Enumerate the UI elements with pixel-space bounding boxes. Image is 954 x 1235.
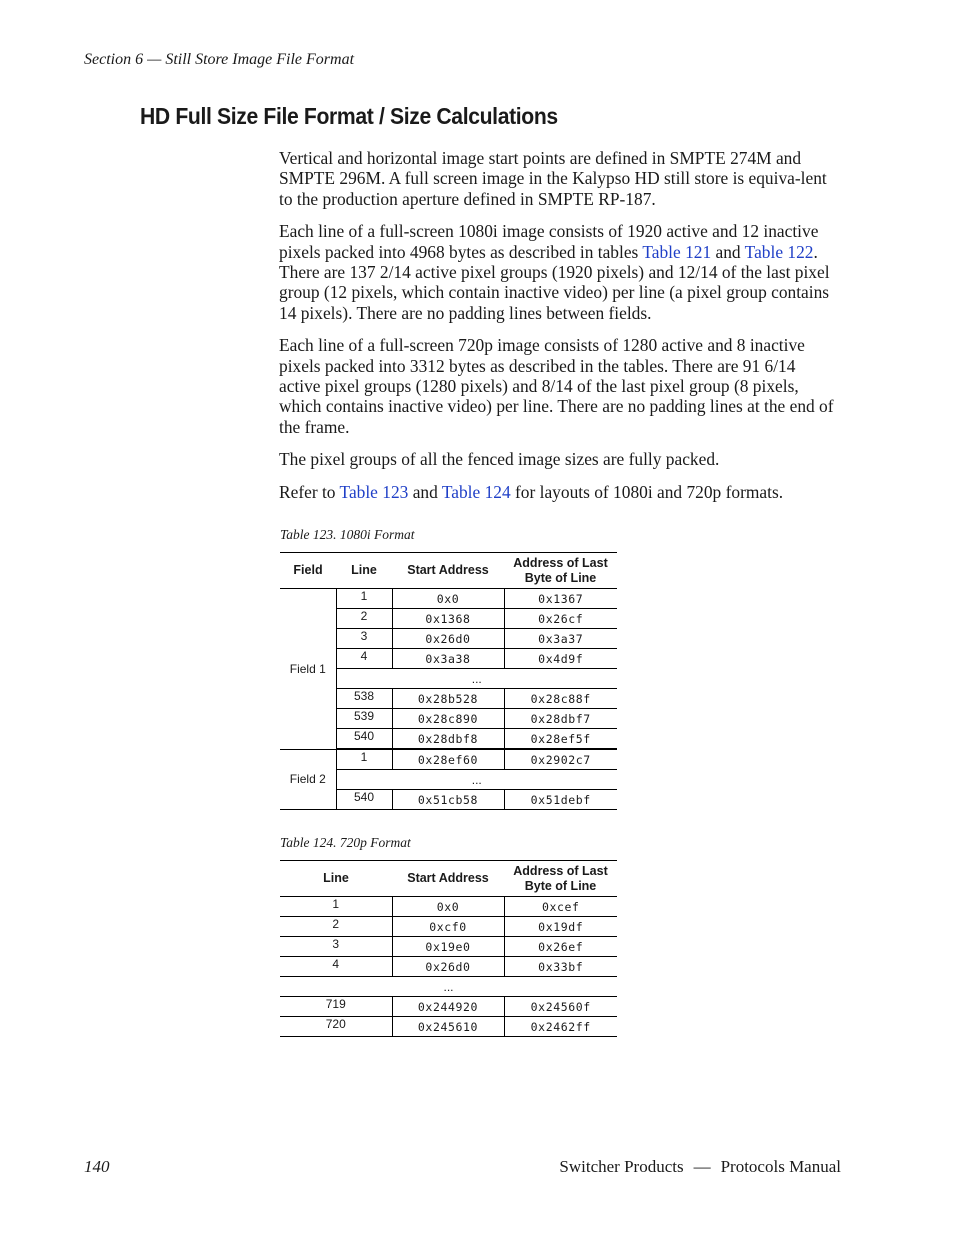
start-address: 0xcf0 xyxy=(392,917,504,937)
footer-product: Switcher Products xyxy=(559,1157,684,1176)
start-address: 0x28ef60 xyxy=(392,749,504,770)
column-header-field: Field xyxy=(280,553,336,589)
table-row xyxy=(280,917,617,937)
start-address: 0x19e0 xyxy=(392,937,504,957)
table-1080i-format xyxy=(280,552,617,810)
start-address: 0x26d0 xyxy=(392,957,504,977)
column-header-last-byte: Address of Last Byte of Line xyxy=(504,861,617,897)
field-1-label: Field 1 xyxy=(280,589,336,750)
last-byte-address: 0x51debf xyxy=(504,790,617,810)
table-row xyxy=(280,897,617,917)
table-row xyxy=(280,1017,617,1037)
table-row-ellipsis xyxy=(280,977,617,997)
paragraph-5-text: for layouts of 1080i and 720p formats. xyxy=(510,482,784,503)
line-number: 539 xyxy=(336,709,392,729)
paragraph-1: Vertical and horizontal image start points are defined in SMPTE 274M and SMPTE 296M. A full screen image in the Kalypso HD still store is equiva-lent to the production aperture defined in SMPTE RP-187. xyxy=(279,148,827,209)
ellipsis: ... xyxy=(280,977,617,997)
line-number: 4 xyxy=(336,649,392,669)
paragraph-4: The pixel groups of all the fenced image sizes are fully packed. xyxy=(279,449,720,470)
line-number: 540 xyxy=(336,790,392,810)
paragraph-5 xyxy=(279,482,841,502)
body-text xyxy=(279,148,841,515)
ellipsis: ... xyxy=(336,669,617,689)
last-byte-address: 0x26ef xyxy=(504,937,617,957)
start-address: 0x28c890 xyxy=(392,709,504,729)
line-number: 2 xyxy=(280,917,392,937)
last-byte-address: 0x33bf xyxy=(504,957,617,977)
footer-manual: Protocols Manual xyxy=(720,1157,841,1176)
line-number: 538 xyxy=(336,689,392,709)
last-byte-address: 0xcef xyxy=(504,897,617,917)
line-number: 4 xyxy=(280,957,392,977)
column-header-start-address: Start Address xyxy=(392,553,504,589)
table-row xyxy=(280,589,617,609)
last-byte-address: 0x28dbf7 xyxy=(504,709,617,729)
start-address: 0x51cb58 xyxy=(392,790,504,810)
ellipsis: ... xyxy=(336,770,617,790)
line-number: 1 xyxy=(280,897,392,917)
footer-title xyxy=(559,1157,841,1177)
column-header-last-byte: Address of Last Byte of Line xyxy=(504,553,617,589)
last-byte-address: 0x2462ff xyxy=(504,1017,617,1037)
last-byte-address: 0x24560f xyxy=(504,997,617,1017)
paragraph-3: Each line of a full-screen 720p image consists of 1280 active and 8 inactive pixels packed into 3312 bytes as described in the tables. There are 91 6/14 active pixel groups (1280 pixels) and 8/14 of the last pixel group (8 pixels, which contains inactive video) per line. There are no padding lines at the end of the frame. xyxy=(279,335,834,437)
column-header-start-address: Start Address xyxy=(392,861,504,897)
section-title: HD Full Size File Format / Size Calculations xyxy=(140,103,558,129)
start-address: 0x26d0 xyxy=(392,629,504,649)
start-address: 0x3a38 xyxy=(392,649,504,669)
link-table-121[interactable]: Table 121 xyxy=(642,241,712,262)
table-124-caption: Table 124. 720p Format xyxy=(280,835,411,850)
column-header-line: Line xyxy=(336,553,392,589)
table-row xyxy=(280,997,617,1017)
paragraph-2 xyxy=(279,221,841,322)
running-head: Section 6 — Still Store Image File Format xyxy=(84,51,355,68)
last-byte-address: 0x28c88f xyxy=(504,689,617,709)
table-row xyxy=(280,749,617,770)
start-address: 0x28b528 xyxy=(392,689,504,709)
start-address: 0x1368 xyxy=(392,609,504,629)
paragraph-2-text: . There are 137 2/14 active pixel groups (1920 pixels) and 12/14 of the last pixel group (12 pixels, which contain inactive video) per line (a pixel group contains 14 pixels). There are no padding lines between fields. xyxy=(279,241,830,323)
line-number: 719 xyxy=(280,997,392,1017)
start-address: 0x245610 xyxy=(392,1017,504,1037)
last-byte-address: 0x19df xyxy=(504,917,617,937)
table-720p-format xyxy=(280,860,617,1037)
last-byte-address: 0x1367 xyxy=(504,589,617,609)
last-byte-address: 0x28ef5f xyxy=(504,729,617,750)
last-byte-address: 0x4d9f xyxy=(504,649,617,669)
line-number: 540 xyxy=(336,729,392,750)
link-table-123[interactable]: Table 123 xyxy=(339,482,409,503)
column-header-line: Line xyxy=(280,861,392,897)
page-number: 140 xyxy=(84,1157,110,1176)
line-number: 720 xyxy=(280,1017,392,1037)
last-byte-address: 0x2902c7 xyxy=(504,749,617,770)
start-address: 0x0 xyxy=(392,897,504,917)
link-table-124[interactable]: Table 124 xyxy=(441,482,511,503)
paragraph-2-text: and xyxy=(711,241,745,262)
paragraph-2-text: Each line of a full-screen 1080i image consists of 1920 active and 12 inactive pixels packed into 4968 bytes as described in tables xyxy=(279,221,819,262)
line-number: 3 xyxy=(336,629,392,649)
table-row xyxy=(280,957,617,977)
field-2-label: Field 2 xyxy=(280,749,336,810)
last-byte-address: 0x26cf xyxy=(504,609,617,629)
table-123-caption: Table 123. 1080i Format xyxy=(280,527,415,542)
line-number: 2 xyxy=(336,609,392,629)
footer-separator: — xyxy=(693,1157,711,1176)
start-address: 0x28dbf8 xyxy=(392,729,504,750)
last-byte-address: 0x3a37 xyxy=(504,629,617,649)
line-number: 1 xyxy=(336,749,392,770)
paragraph-5-text: and xyxy=(408,482,442,503)
table-row xyxy=(280,937,617,957)
line-number: 3 xyxy=(280,937,392,957)
start-address: 0x0 xyxy=(392,589,504,609)
link-table-122[interactable]: Table 122 xyxy=(744,241,814,262)
start-address: 0x244920 xyxy=(392,997,504,1017)
paragraph-5-text: Refer to xyxy=(279,482,340,503)
line-number: 1 xyxy=(336,589,392,609)
